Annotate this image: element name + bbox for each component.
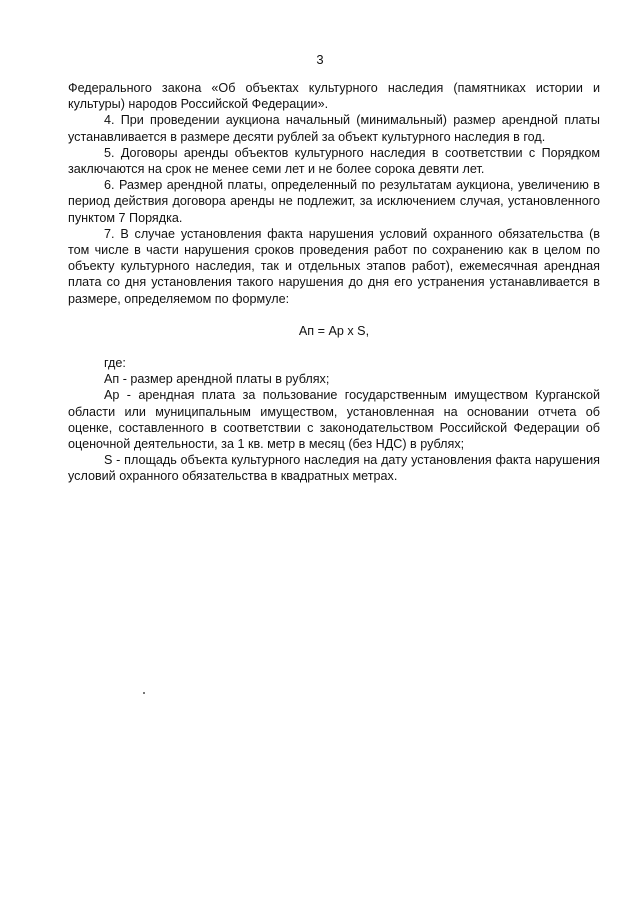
paragraph-item-6: 6. Размер арендной платы, определенный по результатам аукциона, увеличению в период действия договора аренды не подлежит, за исключением случая, установленного пунктом 7 Порядка.	[68, 178, 600, 225]
rent-formula: Ап = Ар х S,	[298, 323, 370, 338]
paragraph-continuation: Федерального закона «Об объектах культурного наследия (памятниках истории и культуры) народов Российской Федерации».	[68, 81, 600, 112]
legend-s: S - площадь объекта культурного наследия на дату установления факта нарушения условий охранного обязательства в квадратных метрах.	[68, 453, 600, 484]
scan-artifact-dot	[143, 692, 145, 694]
paragraph-item-4: 4. При проведении аукциона начальный (минимальный) размер арендной платы устанавливается в размере десяти рублей за объект культурного наследия в год.	[68, 113, 600, 144]
paragraph-item-5: 5. Договоры аренды объектов культурного наследия в соответствии с Порядком заключаются на срок не менее семи лет и не более сорока девяти лет.	[68, 145, 600, 177]
legend-where: где:	[104, 356, 126, 371]
legend-ap: Ап - размер арендной платы в рублях;	[104, 372, 330, 387]
paragraph-item-7: 7. В случае установления факта нарушения условий охранного обязательства (в том числе в части нарушения сроков проведения работ по сохранению как в целом по объекту культурного наследия, так и отдельных этапов работ), ежемесячная арендная плата со дня установления такого нарушения до дня его устранения устанавливается в размере, определяемом по формуле:	[68, 226, 600, 306]
legend-ar: Ар - арендная плата за пользование государственным имуществом Курганской области или муниципальным имуществом, установленная на основании отчета об оценке, составленного в соответствии с законодательством Российской Федерации об оценочной деятельности, за 1 кв. метр в месяц (без НДС) в рублях;	[68, 388, 600, 452]
page-number: 3	[316, 52, 324, 67]
document-body	[68, 80, 600, 485]
